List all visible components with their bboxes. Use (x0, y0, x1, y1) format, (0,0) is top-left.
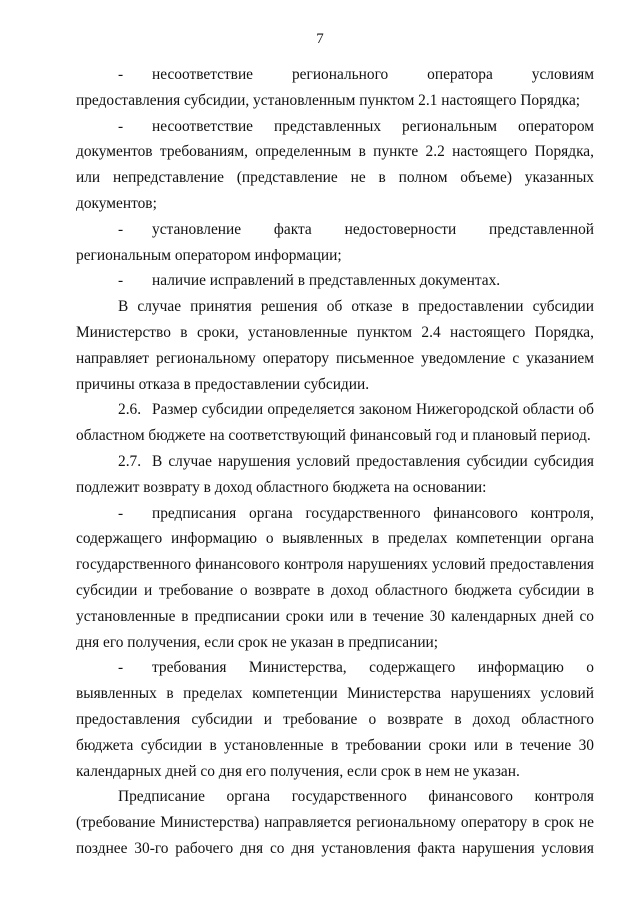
list-item (76, 655, 594, 784)
list-item (76, 114, 594, 217)
numbered-paragraph (76, 449, 594, 501)
numbered-paragraph (76, 397, 594, 449)
clause-number: 2.7. (118, 452, 142, 470)
bullet-dash: - (118, 504, 124, 522)
list-item-text: несоответствие регионального оператора условиям предоставления субсидии, установленным пунктом 2.1 настоящего Порядка; (76, 66, 594, 109)
paragraph: В случае принятия решения об отказе в предоставлении субсидии Министерство в сроки, установленные пунктом 2.4 настоящего Порядка, направляет региональному оператору письменное уведомление с указанием причины отказа в предоставлении субсидии. (76, 298, 594, 393)
list-item (76, 501, 594, 656)
list-item-text: установление факта недостоверности представленной региональным оператором информации; (76, 220, 594, 264)
list-item-text: несоответствие представленных региональным оператором документов требованиям, определенным в пункте 2.2 настоящего Порядка, или непредставление (представление не в полном объеме) указанных документов; (76, 117, 594, 212)
list-item-text: предписания органа государственного финансового контроля, содержащего информацию о выявленных в пределах компетенции органа государственного финансового контроля нарушениях условий предоставления субсидии и требование о возврате в доход областного бюджета субсидии в установленные в предписании сроки или в течение 30 календарных дней со дня его получения, если срок не указан в предписании; (76, 504, 594, 651)
list-item (76, 217, 594, 269)
bullet-dash: - (118, 659, 124, 677)
clause-number: 2.6. (118, 401, 142, 419)
bullet-dash: - (118, 66, 124, 83)
bullet-dash: - (118, 272, 124, 290)
list-item (76, 62, 594, 114)
clause-text: Размер субсидии определяется законом Нижегородской области об областном бюджете на соответствующий финансовый год и плановый период. (76, 401, 594, 445)
bullet-dash: - (118, 117, 124, 135)
paragraph: Предписание органа государственного финансового контроля (требование Министерства) направляется региональному оператору в срок не позднее 30-го рабочего дня со дня установления факта нарушения условия (76, 788, 594, 857)
document-body (76, 62, 594, 862)
bullet-dash: - (118, 220, 124, 238)
list-item-text: требования Министерства, содержащего информацию о выявленных в пределах компетенции Министерства нарушениях условий предоставления субсидии и требование о возврате в доход областного бюджета субсидии в установленные в требовании сроки или в течение 30 календарных дней со дня его получения, если срок в нем не указан. (76, 659, 594, 780)
page-number: 7 (316, 31, 324, 47)
list-item (76, 268, 594, 294)
clause-text: В случае нарушения условий предоставления субсидии субсидия подлежит возврату в доход областного бюджета на основании: (76, 452, 594, 496)
list-item-text: наличие исправлений в представленных документах. (152, 272, 501, 290)
